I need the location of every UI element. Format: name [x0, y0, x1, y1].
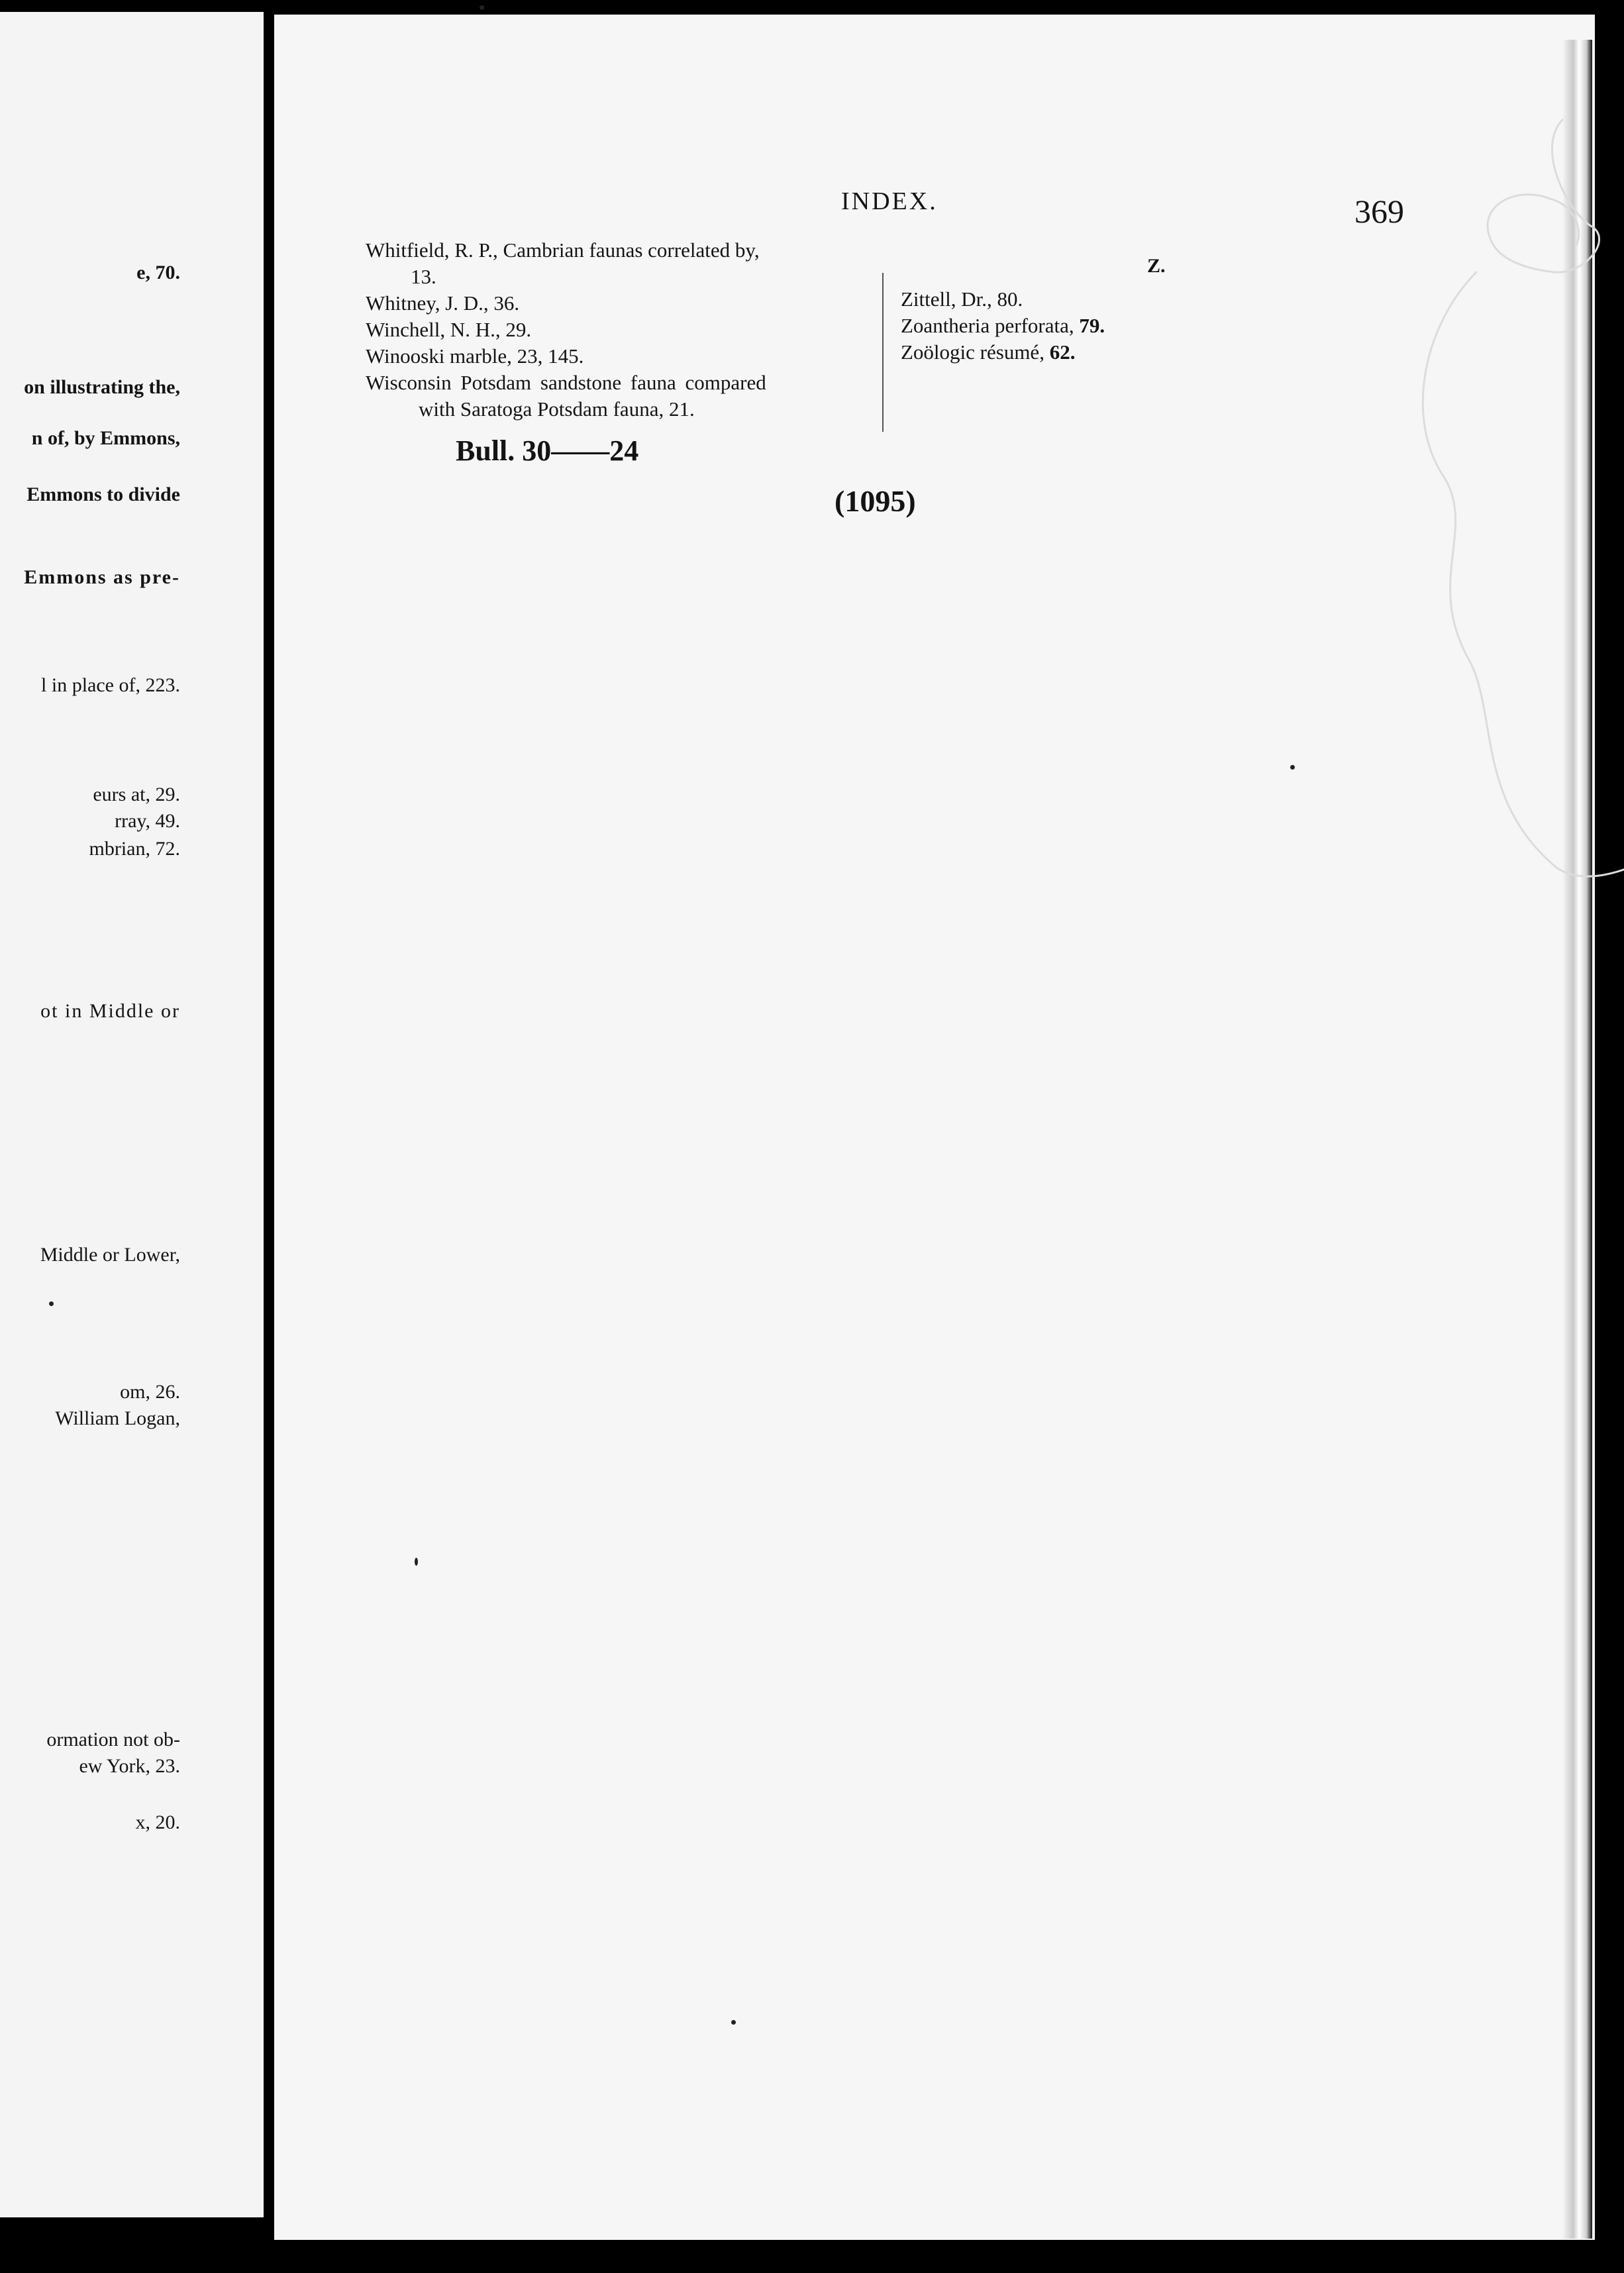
left-line: ew York, 23. — [79, 1755, 180, 1777]
left-line: on illustrating the, — [24, 376, 180, 398]
index-entry: Whitfield, R. P., Cambrian faunas correlated by, — [366, 238, 760, 262]
running-header: INDEX. — [841, 187, 938, 215]
entry-page-ref: 62. — [1049, 340, 1076, 364]
left-line: x, 20. — [135, 1811, 180, 1833]
entry-text: Zittell, Dr., 80. — [901, 287, 1023, 311]
index-entry-continuation: with Saratoga Potsdam fauna, 21. — [419, 397, 695, 421]
index-entry: Winooski marble, 23, 145. — [366, 344, 584, 368]
index-column-z — [901, 286, 1105, 366]
column-rule — [882, 273, 884, 432]
index-entry — [901, 339, 1105, 366]
left-line: ot in Middle or — [40, 1000, 180, 1022]
paper-speck — [49, 1301, 54, 1306]
index-entry-continuation: 13. — [411, 265, 436, 288]
left-line: mbrian, 72. — [89, 838, 180, 860]
folio-number: 369 — [1354, 193, 1404, 230]
left-line: Emmons to divide — [26, 483, 180, 505]
left-line: rray, 49. — [115, 810, 180, 832]
page-number: (1095) — [835, 484, 916, 518]
signature-mark: Bull. 30——24 — [456, 434, 639, 467]
index-entry: Winchell, N. H., 29. — [366, 318, 532, 341]
left-line: Middle or Lower, — [40, 1244, 180, 1266]
left-facing-page — [0, 12, 264, 2217]
paper-speck — [480, 5, 484, 10]
left-line: Emmons as pre- — [24, 566, 180, 588]
entry-page-ref: 79. — [1079, 314, 1105, 337]
entry-text: Zoölogic résumé, — [901, 340, 1050, 364]
index-entry: Whitney, J. D., 36. — [366, 291, 520, 315]
index-entry — [901, 313, 1105, 339]
paper-speck — [1290, 765, 1295, 770]
left-line: e, 70. — [136, 262, 180, 283]
index-column-w — [366, 237, 766, 423]
section-letter: Z. — [1147, 255, 1166, 277]
left-line: om, 26. — [120, 1381, 180, 1403]
index-entry: Wisconsin Potsdam sandstone fauna compared — [366, 371, 766, 394]
paper-speck — [731, 2020, 736, 2025]
left-line: l in place of, 223. — [41, 674, 180, 696]
left-line: William Logan, — [55, 1407, 180, 1429]
left-line: eurs at, 29. — [93, 783, 180, 805]
paper-speck — [415, 1558, 418, 1566]
paper-watermark — [1364, 106, 1624, 887]
left-line: n of, by Emmons, — [31, 427, 180, 449]
entry-text: Zoantheria perforata, — [901, 314, 1080, 337]
left-line: ormation not ob- — [46, 1729, 180, 1750]
index-entry — [901, 286, 1105, 313]
